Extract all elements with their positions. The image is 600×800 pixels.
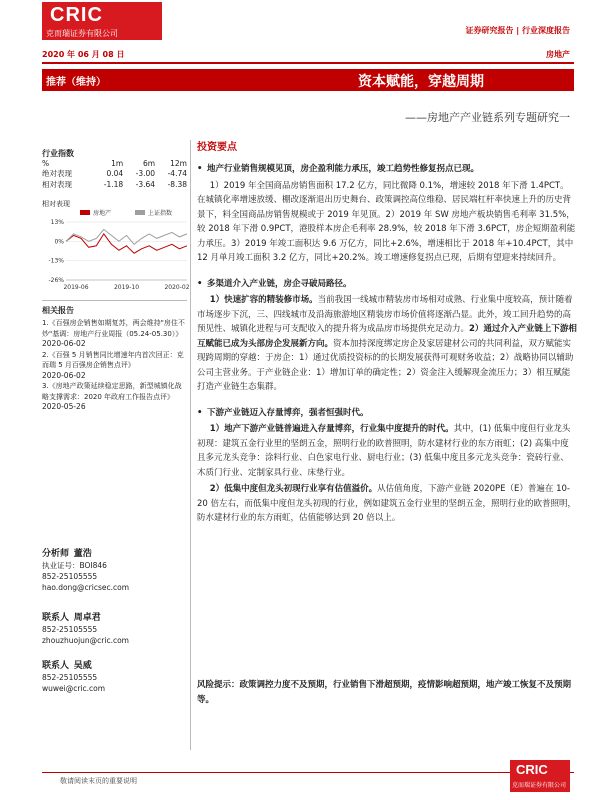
logo-company: 克而瑞证券有限公司 bbox=[46, 29, 118, 38]
report-date: 2020-06-02 bbox=[42, 370, 86, 380]
lead-text: 2）低集中度但龙头初现行业享有估值溢价。 bbox=[209, 484, 378, 494]
contact-line: 执业证号：BOI846 bbox=[42, 561, 107, 570]
report-date: 2020 年 06 月 08 日 bbox=[42, 50, 125, 59]
contact-line: 852-25105555 bbox=[42, 572, 98, 581]
contact-person bbox=[42, 612, 129, 646]
y-tick-label: 13% bbox=[50, 219, 64, 226]
lead-text: 1）快速扩容的精装修市场。 bbox=[209, 295, 318, 305]
perf-title: 行业指数 bbox=[42, 149, 74, 158]
report-text: 2.《百强 5 月销售同比增速年内首次回正：克而瑞 5 月百强房企销售点评》 bbox=[42, 350, 184, 369]
perf-cell: -1.18 bbox=[103, 180, 124, 189]
x-tick-label: 2019-10 bbox=[113, 284, 140, 291]
body-text: 资本加持深度绑定房企及家居建材公司的共同利益，双方赋能实现跨周期的穿越：于房企：1）通过优质投资标的的长期发展获得可观财务收益；2）战略协同以辅助公司主营业务。于产业链企业：1）增加订单的确定性；2）资金注入缓解现金流压力；3）相互赋能打造产业链生态集群。 bbox=[197, 338, 574, 392]
perf-cell: -3.00 bbox=[135, 169, 156, 178]
bullet-title: • 下游产业链迈入存量博弈，强者恒强时代。 bbox=[197, 406, 577, 421]
table-row bbox=[42, 158, 187, 168]
related-reports bbox=[42, 318, 187, 413]
x-tick-label: 2020-02 bbox=[164, 284, 189, 291]
sidebar-divider bbox=[42, 300, 187, 301]
x-tick-label: 2019-06 bbox=[63, 284, 89, 291]
table-row bbox=[42, 179, 187, 190]
perf-row-label: 相对表现 bbox=[42, 180, 72, 189]
report-title: 资本赋能，穿越周期 bbox=[358, 74, 484, 90]
investment-highlights bbox=[197, 162, 577, 526]
perf-header-cell: 1m bbox=[111, 158, 124, 168]
contact-role: 联系人 bbox=[42, 661, 70, 671]
bullet-title: • 多渠道介入产业链，房企寻破局路径。 bbox=[197, 277, 577, 292]
contact-name: 周卓君 bbox=[73, 613, 101, 623]
list-item[interactable] bbox=[42, 350, 187, 382]
contact-email[interactable]: wuwei@cric.com bbox=[42, 684, 106, 693]
body-text: 当前我国一线城市精装房市场相对成熟、行业集中度较高，预计随着市场逐步下沉，三、四线城市及沿海旅游地区精装房市场价值将逐渐凸显。此外，竣工回升趋势的高预见性、城镇化进程与可支配收入的提升将为成品房市场提供充足动力。 bbox=[197, 295, 573, 334]
perf-header-cell: % bbox=[42, 158, 50, 168]
y-tick-label: -26% bbox=[48, 277, 64, 284]
sector-label: 房地产 bbox=[546, 50, 570, 59]
legend-swatch bbox=[135, 210, 145, 215]
relative-performance-chart bbox=[42, 208, 189, 294]
contact-role: 分析师 bbox=[42, 549, 70, 559]
legend-label: 房地产 bbox=[93, 210, 112, 217]
paragraph: 1）2019 年全国商品房销售面积 17.2 亿方，同比微降 0.1%，增速较 2018 年下滑 1.4PCT。在城镇化率增速放缓、棚改逐渐退出历史舞台、政策调控高位维稳、居民端杠杆率快速上升的历史背景下，料全国商品房销售规模或于 2019 年见顶。2）2019 年 SW 房地产板块销售毛利率 31.5%，较 2018 年下滑 0.9PCT，港股样本房企毛利率 28.9%，较 2018 年下滑 3.6PCT，房企短期盈利能力承压。3）2019 年竣工面积达 9.6 万亿方，同比+2.6%，增速相比于 2018 年+10.4PCT，其中 12 月单月竣工面积 3.2 亿方，同比+20.2%。竣工增速修复拐点已现，后期有望迎来持续回升。 bbox=[197, 180, 576, 263]
contact-role: 联系人 bbox=[42, 613, 70, 623]
section-title: 投资要点 bbox=[197, 142, 237, 153]
body-text: 其中，(1) 低集中度但行业龙头初现：建筑五金行业里的坚朗五金，照明行业的欧普照明，防水建材行业的东方雨虹；(2) 高集中度且多元龙头竞争：涂料行业、白色家电行业、厨电行业；(3) 低集中度且多元龙头竞争：瓷砖行业、木质门行业、定制家具行业、床垫行业。 bbox=[197, 424, 571, 478]
perf-cell: -3.64 bbox=[135, 180, 156, 189]
report-date: 2020-06-02 bbox=[42, 339, 86, 348]
report-date: 2020-05-26 bbox=[42, 402, 86, 411]
footer-divider bbox=[42, 772, 574, 773]
contact-email[interactable]: zhouzhuojun@cric.com bbox=[42, 636, 129, 645]
contact-line: 852-25105555 bbox=[42, 673, 98, 682]
logo-company: 克而瑞证券有限公司 bbox=[512, 782, 567, 789]
paragraph bbox=[197, 293, 577, 395]
report-subtitle: ——房地产产业链系列专题研究一 bbox=[405, 111, 570, 124]
column-divider bbox=[190, 140, 191, 750]
report-text: 1.《百强房企销售如期复苏，两会维持"房住不炒"基调：房地产行业周报（05.24-05.30）》 bbox=[42, 319, 185, 338]
series-line bbox=[66, 234, 187, 253]
legend-label: 上证指数 bbox=[148, 210, 173, 217]
contact-name: 董浩 bbox=[73, 549, 92, 559]
company-logo bbox=[42, 2, 162, 40]
perf-header-cell: 12m bbox=[170, 158, 187, 168]
chart-svg bbox=[42, 208, 189, 294]
legend-swatch bbox=[80, 210, 90, 215]
contact-name: 吴威 bbox=[73, 661, 92, 671]
risk-warning: 风险提示：政策调控力度不及预期，行业销售下滑超预期，疫情影响超预期，地产竣工恢复不及预期等。 bbox=[197, 680, 572, 705]
lead-text: 2）通过介入产业链上下游相互赋能已成为头部房企发展新方向。 bbox=[197, 324, 577, 349]
bullet-title: • 地产行业销售规模见顶，房企盈利能力承压，竣工趋势性修复拐点已现。 bbox=[197, 162, 577, 177]
chart-label: 相对表现 bbox=[42, 200, 70, 208]
logo-text: CRIC bbox=[50, 4, 103, 26]
related-title: 相关报告 bbox=[42, 306, 74, 315]
analyst-contact bbox=[42, 548, 129, 593]
rating-label: 推荐（维持） bbox=[46, 77, 106, 88]
y-tick-label: -13% bbox=[48, 257, 64, 265]
y-tick-label: 0% bbox=[54, 238, 64, 246]
perf-cell: -8.38 bbox=[167, 180, 187, 189]
contact-line: 852-25105555 bbox=[42, 625, 98, 634]
perf-cell: 0.04 bbox=[106, 169, 124, 178]
perf-header-cell: 6m bbox=[143, 158, 156, 168]
report-type: 证券研究报告 | 行业深度报告 bbox=[465, 26, 570, 35]
perf-row-label: 绝对表现 bbox=[42, 169, 72, 178]
paragraph bbox=[197, 422, 577, 480]
contact-email[interactable]: hao.dong@cricsec.com bbox=[42, 583, 130, 592]
list-item[interactable] bbox=[42, 381, 187, 413]
contact-person bbox=[42, 660, 105, 694]
body-text: 从估值角度，下游产业链 2020PE（E）普遍在 10-20 倍左右，而低集中度但龙头初现的行业，例如建筑五金行业里的坚朗五金，照明行业的欧普照明，防水建材行业的东方雨虹，估值能够达到 20 倍以上。 bbox=[197, 484, 577, 523]
title-banner bbox=[42, 69, 574, 91]
footer-logo bbox=[510, 760, 570, 792]
paragraph bbox=[197, 482, 577, 526]
perf-cell: -4.74 bbox=[167, 169, 187, 178]
perf-table bbox=[42, 158, 187, 190]
list-item[interactable] bbox=[42, 318, 187, 350]
report-text: 3.《房地产政策延续稳定思路，新型城镇化战略支撑需求：2020 年政府工作报告点评》 bbox=[42, 382, 182, 401]
logo-text: CRIC bbox=[516, 762, 548, 777]
table-row bbox=[42, 168, 187, 179]
header-divider bbox=[42, 62, 574, 64]
footer-disclaimer: 敬请阅读末页的重要说明 bbox=[60, 777, 137, 785]
lead-text: 1）地产下游产业链普遍进入存量博弈，行业集中度提升的时代。 bbox=[209, 424, 454, 434]
